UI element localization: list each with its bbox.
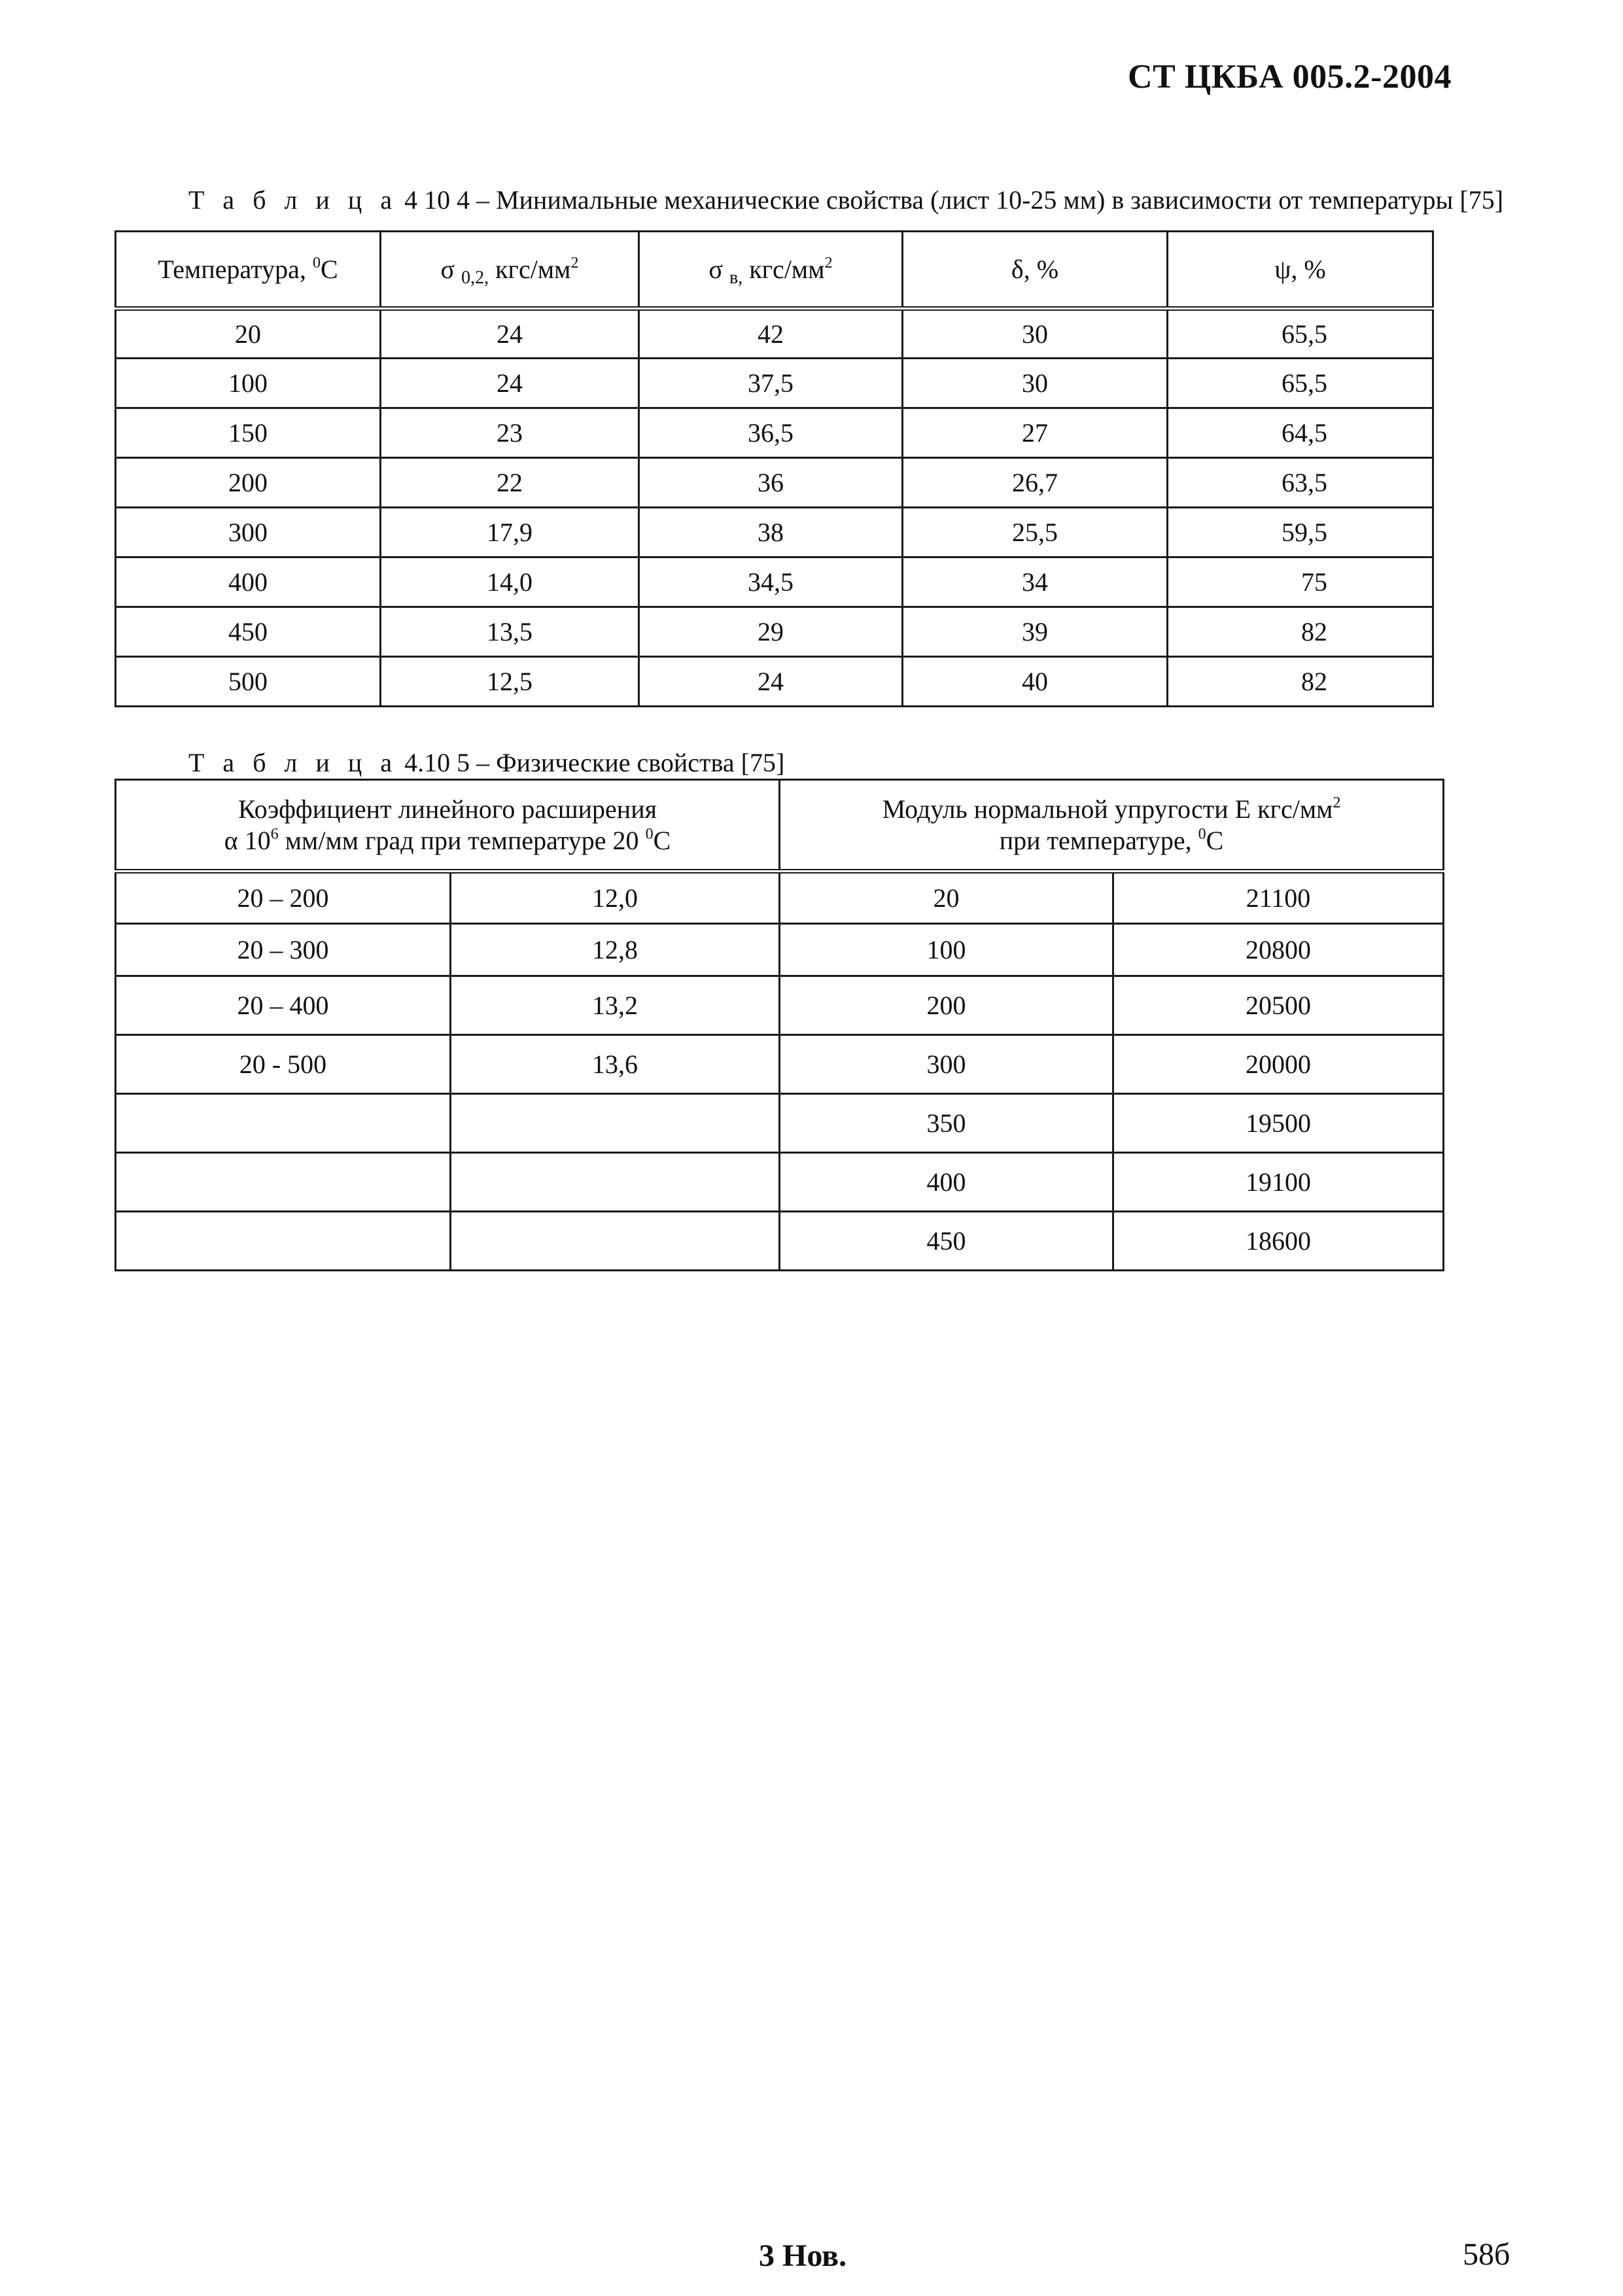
- table-cell: 20 – 400: [116, 976, 451, 1035]
- header-temperature: Температура, $^0$C: [116, 232, 381, 309]
- table-cell: 20: [116, 309, 381, 359]
- table-cell: 30: [903, 309, 1168, 359]
- table-cell: 27: [903, 408, 1168, 458]
- table-cell: 34,5: [639, 557, 903, 607]
- table-cell: 30: [903, 359, 1168, 408]
- table-cell: 20: [780, 872, 1113, 924]
- table-cell: 12,8: [451, 924, 780, 976]
- table-cell: 42: [639, 309, 903, 359]
- table-cell: 350: [780, 1094, 1113, 1153]
- table-cell: 450: [116, 607, 381, 657]
- header-sigma-02: σ $_{0,2,}$ кгс/$мм^2$: [381, 232, 639, 309]
- table1-caption-label: Т а б л и ц а: [188, 185, 398, 215]
- table-cell: 400: [780, 1153, 1113, 1212]
- table-cell: 19500: [1113, 1094, 1444, 1153]
- page-number: 58б: [1463, 2237, 1510, 2272]
- header-delta: δ, %: [903, 232, 1168, 309]
- header-expansion-coefficient: Коэффициент линейного расширения α $10^6$ мм/мм град при температуре 20 $^0$C: [116, 780, 780, 872]
- table-cell: 26,7: [903, 458, 1168, 508]
- table-row: [116, 557, 1433, 607]
- table-cell: 24: [639, 657, 903, 707]
- table-row: [116, 408, 1433, 458]
- table-row: [116, 607, 1433, 657]
- table-cell: 64,5: [1168, 408, 1433, 458]
- table1-caption: [188, 185, 1503, 215]
- revision-mark: 3 Нов.: [759, 2238, 847, 2273]
- table1-caption-text: – Минимальные механические свойства (лист 10-25 мм) в зависимости от температуры [75]: [476, 185, 1504, 215]
- table-cell: 36: [639, 458, 903, 508]
- table-cell: 22: [381, 458, 639, 508]
- table-cell: 37,5: [639, 359, 903, 408]
- table-cell: 12,5: [381, 657, 639, 707]
- table-cell: 300: [780, 1035, 1113, 1094]
- table-cell: 39: [903, 607, 1168, 657]
- table-cell: 75: [1168, 557, 1433, 607]
- table-cell: 18600: [1113, 1212, 1444, 1271]
- table-cell: 20 – 200: [116, 872, 451, 924]
- table-cell: 12,0: [451, 872, 780, 924]
- table-cell: 20 – 300: [116, 924, 451, 976]
- table-cell: [116, 1153, 451, 1212]
- table-cell: 13,2: [451, 976, 780, 1035]
- table-cell: [116, 1094, 451, 1153]
- table-cell: 36,5: [639, 408, 903, 458]
- table-cell: 65,5: [1168, 309, 1433, 359]
- table-cell: 34: [903, 557, 1168, 607]
- table-cell: 500: [116, 657, 381, 707]
- table-cell: 21100: [1113, 872, 1444, 924]
- table-cell: 13,5: [381, 607, 639, 657]
- table-cell: 38: [639, 508, 903, 557]
- table-cell: 65,5: [1168, 359, 1433, 408]
- table-cell: 29: [639, 607, 903, 657]
- table1-header-row: [116, 232, 1433, 309]
- table-cell: [451, 1212, 780, 1271]
- table-cell: 200: [780, 976, 1113, 1035]
- table-cell: 20500: [1113, 976, 1444, 1035]
- mechanical-properties-table: [114, 230, 1434, 707]
- table-cell: 24: [381, 309, 639, 359]
- table-cell: 63,5: [1168, 458, 1433, 508]
- table-row: [116, 1212, 1444, 1271]
- table2-caption: [188, 747, 784, 778]
- table-cell: 82: [1168, 657, 1433, 707]
- table-cell: 150: [116, 408, 381, 458]
- table-row: [116, 657, 1433, 707]
- table2-header-row: [116, 780, 1444, 872]
- table2-caption-label: Т а б л и ц а: [188, 748, 398, 777]
- table-cell: [116, 1212, 451, 1271]
- table-cell: 100: [116, 359, 381, 408]
- table-row: [116, 1035, 1444, 1094]
- table-cell: [451, 1094, 780, 1153]
- header-psi: ψ, %: [1168, 232, 1433, 309]
- table-cell: 19100: [1113, 1153, 1444, 1212]
- table-cell: 40: [903, 657, 1168, 707]
- table-row: [116, 872, 1444, 924]
- header-sigma-b: σ $_{в,}$ кгс/$мм^2$: [639, 232, 903, 309]
- table-row: [116, 359, 1433, 408]
- table-cell: 200: [116, 458, 381, 508]
- table-cell: 20 - 500: [116, 1035, 451, 1094]
- table-cell: 59,5: [1168, 508, 1433, 557]
- table-cell: 100: [780, 924, 1113, 976]
- table-cell: 23: [381, 408, 639, 458]
- table-row: [116, 1153, 1444, 1212]
- table-cell: [451, 1153, 780, 1212]
- table-cell: 14,0: [381, 557, 639, 607]
- table-cell: 17,9: [381, 508, 639, 557]
- table-cell: 24: [381, 359, 639, 408]
- table-row: [116, 1094, 1444, 1153]
- table-row: [116, 309, 1433, 359]
- header-elastic-modulus: Модуль нормальной упругости Е кгс/$мм^2$ при температуре, $^0$C: [780, 780, 1444, 872]
- table2-caption-text: – Физические свойства [75]: [476, 748, 785, 777]
- physical-properties-table: [114, 779, 1444, 1271]
- table-cell: 300: [116, 508, 381, 557]
- document-code: СТ ЦКБА 005.2-2004: [1128, 58, 1452, 96]
- table-row: [116, 458, 1433, 508]
- table-row: [116, 508, 1433, 557]
- table-row: [116, 924, 1444, 976]
- table2-caption-number: 4.10 5: [404, 748, 470, 777]
- table-cell: 400: [116, 557, 381, 607]
- table-cell: 25,5: [903, 508, 1168, 557]
- table-cell: 450: [780, 1212, 1113, 1271]
- table1-caption-number: 4 10 4: [404, 185, 470, 215]
- table-row: [116, 976, 1444, 1035]
- table-cell: 13,6: [451, 1035, 780, 1094]
- table-cell: 82: [1168, 607, 1433, 657]
- table-cell: 20000: [1113, 1035, 1444, 1094]
- table-cell: 20800: [1113, 924, 1444, 976]
